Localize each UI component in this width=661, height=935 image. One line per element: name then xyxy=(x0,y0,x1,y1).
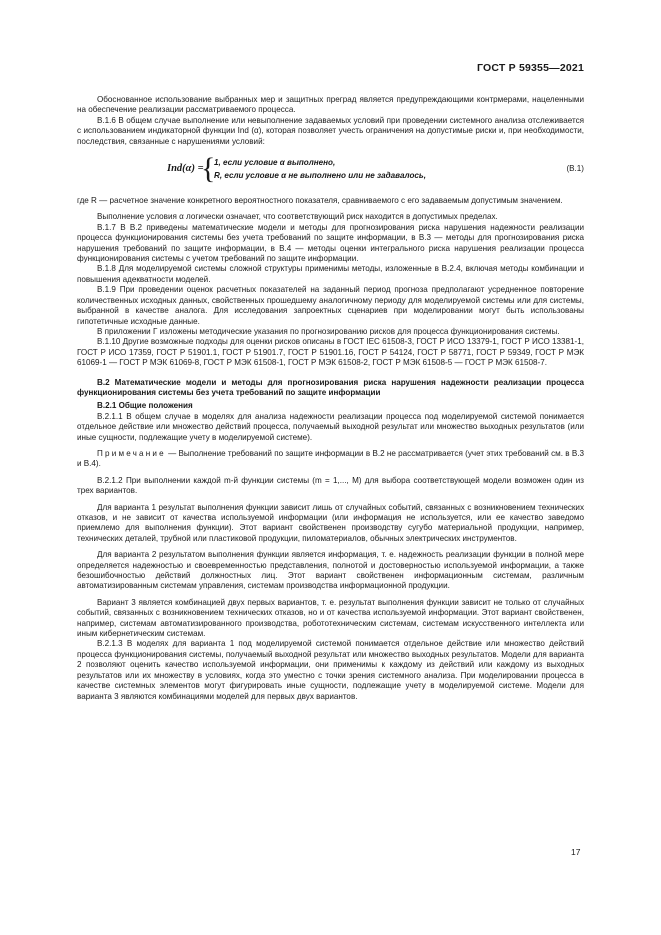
formula-legend: где R — расчетное значение конкретного вероятностного показателя, сравниваемого с его задаваемым допустимым значением. xyxy=(77,196,563,206)
paragraph: В.1.10 Другие возможные подходы для оценки рисков описаны в ГОСТ IEC 61508-3, ГОСТ Р ИСО 13379-1, ГОСТ Р ИСО 13381-1, ГОСТ Р ИСО 17359, ГОСТ Р 51901.1, ГОСТ Р 51901.7, ГОСТ Р 51901.16, ГОСТ Р 54124, ГОСТ Р 58771, ГОСТ Р 59349, ГОСТ Р МЭК 61069-1 — ГОСТ Р МЭК 61069-8, ГОСТ Р МЭК 61508-1, ГОСТ Р МЭК 61508-2, ГОСТ Р МЭК 61508-5 — ГОСТ Р МЭК 61508-7. xyxy=(77,337,584,368)
paragraph: Выполнение условия α логически означает, что соответствующий риск находится в допустимых пределах. xyxy=(97,212,498,222)
section-heading: В.2 Математические модели и методы для прогнозирования риска нарушения надежности реализации процесса функционирования системы без учета требований по защите информации xyxy=(77,377,584,397)
formula-brace-icon: { xyxy=(201,152,216,186)
page-content xyxy=(77,95,584,702)
paragraph: В.1.7 В В.2 приведены математические модели и методы для прогнозирования риска нарушения надежности реализации процесса функционирования системы без учета требований по защите информации, в В.3 — методы для прогнозирования риска нарушения требований по защите информации, в В.4 — методы оценки интегрального риска нарушения реализации процесса функционирования системы с учетом требований по защите информации. xyxy=(77,222,584,264)
formula-b1 xyxy=(77,152,584,192)
paragraph: В.2.1.1 В общем случае в моделях для анализа надежности реализации процесса под моделируемой системой понимается отдельное действие или множество действий процесса, получаемый выходной результат или множество выходных результатов (или иные сущности, подлежащие учету в моделируемой системе). xyxy=(77,411,584,442)
paragraph: В.2.1.3 В моделях для варианта 1 под моделируемой системой понимается отдельное действие или множество действий процесса функционирования системы, получаемый выходной результат или множество выходных результатов. Модели для варианта 2 позволяют оценить качество используемой информации, они применимы к каждому из действий или каждому из выходных результатов или их множеству в условиях, когда это уместно с точки зрения системного анализа. При моделировании процесса в качестве системных элементов могут фигурировать иные сущности, подлежащие учету в моделируемой системе. Модели для варианта 3 являются комбинациями моделей для первых двух вариантов. xyxy=(77,639,584,701)
paragraph: В.1.6 В общем случае выполнение или невыполнение задаваемых условий при проведении системного анализа отслеживается с использованием индикаторной функции Ind (α), которая позволяет учесть ограничения на допустимые риски и, при необходимости, последствия, связанные с нарушениями условий: xyxy=(77,115,584,146)
document-code: ГОСТ Р 59355—2021 xyxy=(476,62,584,74)
paragraph: В приложении Г изложены методические указания по прогнозированию рисков для процесса функционирования системы. xyxy=(97,326,560,336)
page-number: 17 xyxy=(571,847,581,857)
paragraph: В.1.8 Для моделируемой системы сложной структуры применимы методы, изложенные в В.2.4, включая методы комбинации и повышения адекватности моделей. xyxy=(77,264,584,284)
paragraph: В.2.1.2 При выполнении каждой m-й функции системы (m = 1,..., M) для выбора соответствующей модели возможен один из трех вариантов. xyxy=(77,475,584,496)
formula-lhs: Ind(α) = xyxy=(167,163,204,175)
subsection-heading: В.2.1 Общие положения xyxy=(97,401,193,411)
paragraph: Для варианта 1 результат выполнения функции зависит лишь от случайных событий, связанных с возникновением технических отказов, и не зависит от качества используемой информации (или информация не используется, или ее качество заведомо приемлемо для выполнения функции). Этот вариант свойственен производству сугубо материальной продукции, например, технических деталей, трубной или пластиковой продукции, пиломатериалов, обычных электрических инструментов. xyxy=(77,502,584,543)
note-label: Примечание xyxy=(97,448,166,458)
formula-number: (В.1) xyxy=(566,164,584,174)
paragraph: Вариант 3 является комбинацией двух первых вариантов, т. е. результат выполнения функции зависит не только от случайных событий, связанных с возникновением технических отказов, но и от качества используемой информации. Этот вариант свойственен, например, системам автоматизированного производства, робототехническим системам, системам искусственного интеллекта или иным кибернетическим системам. xyxy=(77,597,584,639)
note xyxy=(77,449,584,470)
paragraph: В.1.9 При проведении оценок расчетных показателей на заданный период прогноза предполагают усредненное повторение количественных исходных данных, свойственных прошедшему аналогичному периоду для моделируемой системы или для системы, выбранной в качестве аналога. Для исследования запроектных сценариев при моделировании могут быть использованы гипотетичные исходные данные. xyxy=(77,285,584,326)
formula-case-2: R, если условие α не выполнено или не задавалось, xyxy=(214,171,426,181)
paragraph: Для варианта 2 результатом выполнения функции является информация, т. е. надежность реализации функции в полной мере определяется надежностью и своевременностью представления, полнотой и достоверностью используемой информации, а также безошибочностью действий должностных лиц. Этот вариант свойственен информационным системам, различным автоматизированным системам управления, системам производства информационной продукции. xyxy=(77,550,584,591)
formula-case-1: 1, если условие α выполнено, xyxy=(214,158,336,168)
paragraph: Обоснованное использование выбранных мер и защитных преград является предупреждающими контрмерами, нацеленными на обеспечение реализации рассматриваемого процесса. xyxy=(77,95,584,115)
note-text: — Выполнение требований по защите информации в В.2 не рассматривается (учет этих требований см. в В.3 и В.4). xyxy=(77,448,584,469)
